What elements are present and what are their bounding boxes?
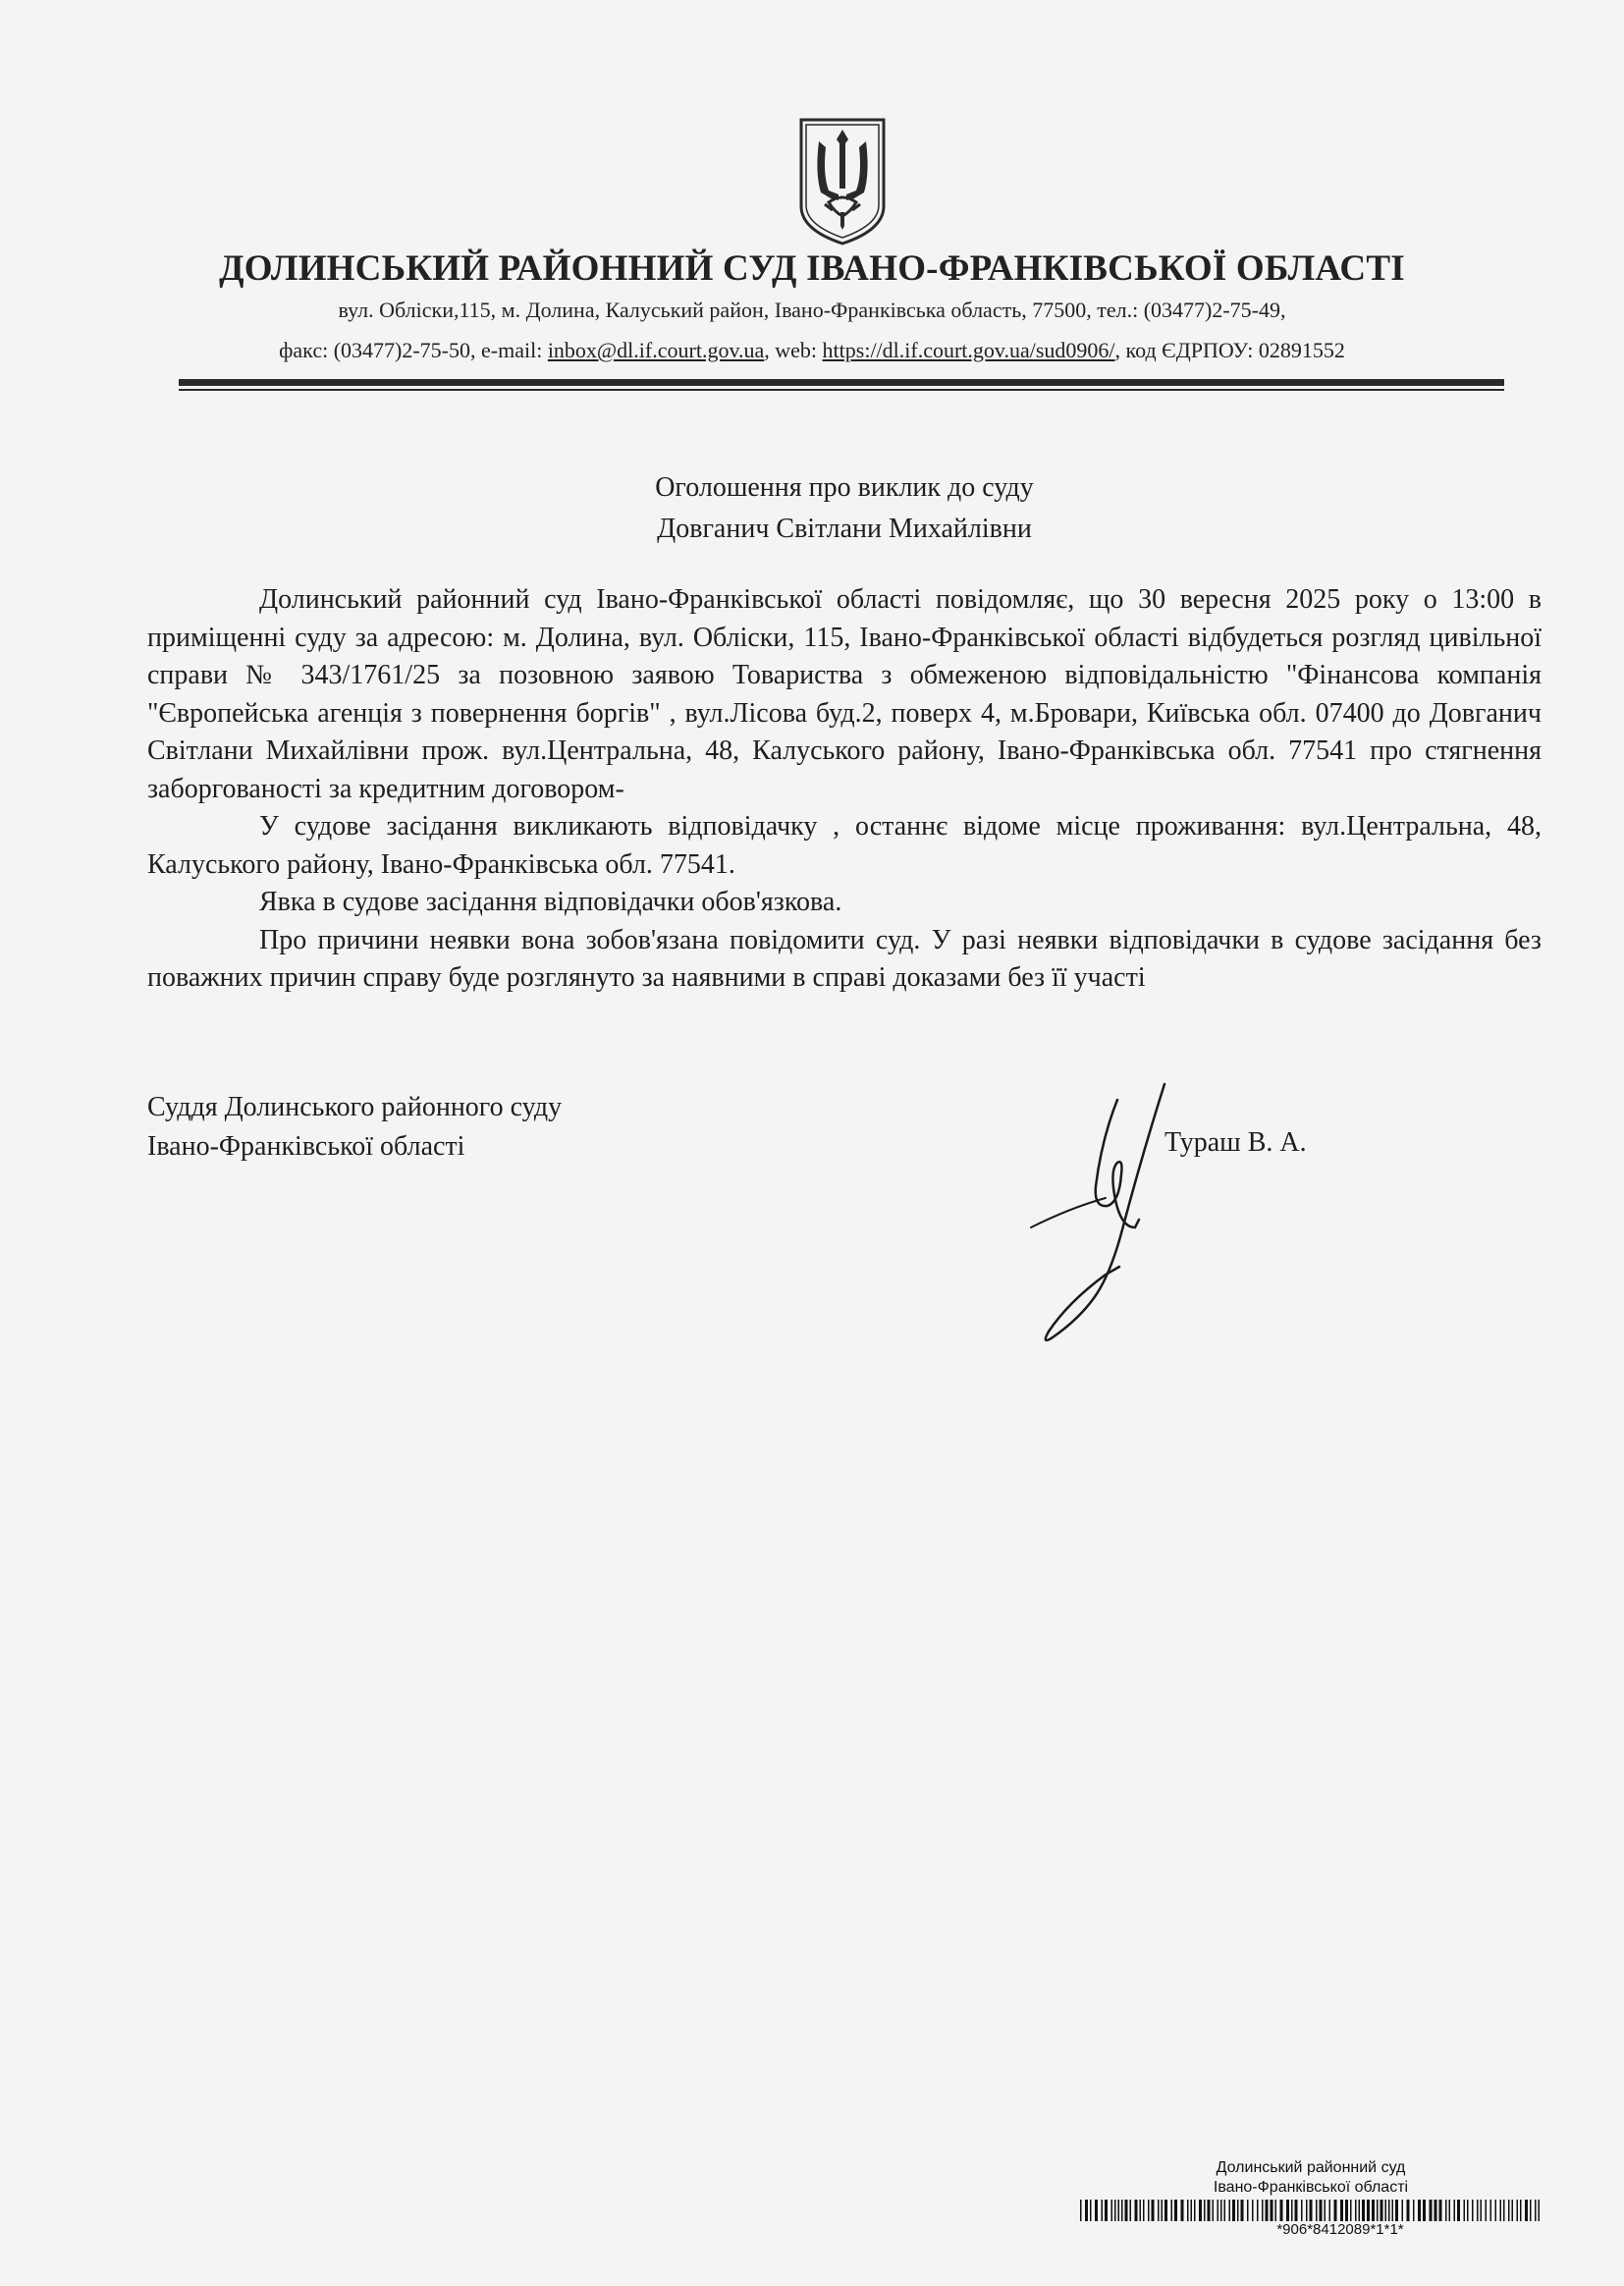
barcode-bar	[1218, 2200, 1219, 2221]
barcode-bar	[1423, 2200, 1426, 2221]
barcode-bar	[1539, 2200, 1541, 2221]
barcode-bar	[1114, 2200, 1116, 2221]
barcode-bar	[1362, 2200, 1365, 2221]
barcode-bar	[1105, 2200, 1108, 2221]
website-link[interactable]: https://dl.if.court.gov.ua/sud0906/	[822, 338, 1115, 362]
barcode-bar	[1090, 2200, 1092, 2221]
court-address: вул. Обліски,115, м. Долина, Калуський район, Івано-Франківська область, 77500, тел.: (03477)2-75-49,	[338, 298, 1286, 322]
barcode-bar	[1395, 2200, 1398, 2221]
barcode-bar	[1477, 2200, 1479, 2221]
barcode-bar	[1481, 2200, 1483, 2221]
coat-of-arms-icon	[795, 116, 890, 247]
barcode-bar	[1130, 2200, 1132, 2221]
barcode-bar	[1143, 2200, 1145, 2221]
barcode-bar	[1125, 2200, 1128, 2221]
barcode-bar	[1181, 2200, 1184, 2221]
barcode-bar	[1162, 2200, 1164, 2221]
barcode-bar	[1402, 2200, 1404, 2221]
barcode-bar	[1490, 2200, 1492, 2221]
barcode-bar	[1472, 2200, 1474, 2221]
barcode-bar	[1340, 2200, 1343, 2221]
court-contacts	[147, 338, 1477, 363]
barcode-bar	[1257, 2200, 1259, 2221]
barcode-bar	[1495, 2200, 1497, 2221]
barcode-bar	[1329, 2200, 1331, 2221]
barcode-bar	[1439, 2200, 1442, 2221]
barcode-bar	[1204, 2200, 1206, 2221]
notice-title	[147, 467, 1542, 550]
barcode-bar	[1241, 2200, 1244, 2221]
barcode-bar	[1486, 2200, 1488, 2221]
barcode-bar	[1174, 2200, 1177, 2221]
barcode-bar	[1280, 2200, 1283, 2221]
barcode-bar	[1262, 2200, 1264, 2221]
stamp-line2: Івано-Франківської області	[1213, 2179, 1409, 2196]
barcode-bar	[1275, 2200, 1277, 2221]
barcode-bar	[1095, 2200, 1098, 2221]
paragraph-hearing-details: Долинський районний суд Івано-Франківської області повідомляє, що 30 вересня 2025 року о 13:00 в приміщенні суду за адресою: м. Долина, вул. Обліски, 115, Івано-Франківської області відбудеться розгляд цивільної справи № 343/1761/25 за позовною заявою Товариства з обмеженою відповідальністю "Фінансова компанія "Європейська агенція з повернення боргів" , вул.Лісова буд.2, поверх 4, м.Бровари, Київська обл. 07400 до Довганич Світлани Михайлівни прож. вул.Центральна, 48, Калуського району, Івано-Франківська обл. 77541 про стягнення заборгованості за кредитним договором-	[147, 584, 1542, 804]
paragraph-absence: Про причини неявки вона зобов'язана повідомити суд. У разі неявки відповідачки в судове засідання без поважних причин справу буде розглянуто за наявними в справі доказами без її участі	[147, 924, 1542, 993]
barcode-bar	[1199, 2200, 1202, 2221]
barcode-bar	[1121, 2200, 1123, 2221]
barcode-bar	[1517, 2200, 1519, 2221]
barcode-bar	[1171, 2200, 1173, 2221]
court-name-heading: ДОЛИНСЬКИЙ РАЙОННИЙ СУД ІВАНО-ФРАНКІВСЬКОЇ ОБЛАСТІ	[219, 248, 1405, 289]
paragraph-attendance: Явка в судове засідання відповідачки обов'язкова.	[259, 887, 842, 917]
barcode-bar	[1102, 2200, 1104, 2221]
barcode-bar	[1500, 2200, 1502, 2221]
barcode-bar	[1291, 2200, 1293, 2221]
barcode-bar	[1271, 2200, 1273, 2221]
barcode-bar	[1334, 2200, 1337, 2221]
barcode-bar	[1392, 2200, 1394, 2221]
barcode-bar	[1520, 2200, 1522, 2221]
header-divider-thick	[179, 379, 1504, 386]
barcode-bar	[1503, 2200, 1505, 2221]
barcode-bar	[1430, 2200, 1433, 2221]
barcode-bar	[1445, 2200, 1447, 2221]
barcode-bar	[1187, 2200, 1189, 2221]
barcode-bar	[1388, 2200, 1390, 2221]
barcode-bar	[1508, 2200, 1510, 2221]
barcode-bar	[1345, 2200, 1348, 2221]
barcode-bar	[1224, 2200, 1226, 2221]
barcode-bar	[1454, 2200, 1456, 2221]
barcode-bar	[1310, 2200, 1313, 2221]
barcode-bar	[1380, 2200, 1383, 2221]
paragraph-summons: У судове засідання викликають відповідачку , останнє відоме місце проживання: вул.Центральна, 48, Калуського району, Івано-Франківська обл. 77541.	[147, 811, 1542, 880]
barcode-bar	[1229, 2200, 1231, 2221]
barcode-bar	[1377, 2200, 1379, 2221]
barcode-bar	[1140, 2200, 1142, 2221]
stamp-line1: Долинський районний суд	[1216, 2159, 1406, 2176]
barcode-bar	[1530, 2200, 1532, 2221]
barcode-bar	[1367, 2200, 1370, 2221]
email-link[interactable]: inbox@dl.if.court.gov.ua	[547, 338, 765, 362]
barcode-bar	[1220, 2200, 1222, 2221]
barcode-bar	[1325, 2200, 1326, 2221]
barcode-bar	[1355, 2200, 1357, 2221]
barcode-bar	[1266, 2200, 1269, 2221]
barcode-bar	[1158, 2200, 1160, 2221]
judge-title-line1: Суддя Долинського районного суду	[147, 1092, 563, 1122]
barcode-bar	[1213, 2200, 1215, 2221]
barcode-bar	[1194, 2200, 1196, 2221]
barcode-bar	[1413, 2200, 1415, 2221]
barcode-bar	[1148, 2200, 1150, 2221]
barcode-bar	[1295, 2200, 1298, 2221]
barcode-bar	[1467, 2200, 1469, 2221]
judge-title	[147, 1088, 562, 1167]
barcode-bar	[1457, 2200, 1460, 2221]
barcode-bar	[1135, 2200, 1138, 2221]
notice-body	[147, 581, 1542, 998]
header-divider-thin	[179, 389, 1504, 391]
judge-title-line2: Івано-Франківської області	[147, 1131, 465, 1162]
barcode-bar	[1435, 2200, 1437, 2221]
barcode-bar	[1316, 2200, 1318, 2221]
barcode-bar	[1111, 2200, 1113, 2221]
barcode-bar	[1286, 2200, 1289, 2221]
barcode-bar	[1208, 2200, 1211, 2221]
barcode-bar	[1512, 2200, 1514, 2221]
registry-stamp	[1080, 2158, 1542, 2239]
barcode-bar	[1385, 2200, 1387, 2221]
barcode-bar	[1252, 2200, 1254, 2221]
fax-label: факс: (03477)2-75-50, e-mail:	[279, 338, 548, 362]
barcode-bar	[1191, 2200, 1193, 2221]
handwritten-signature	[1011, 1080, 1208, 1355]
barcode	[1080, 2200, 1542, 2221]
barcode-bar	[1080, 2200, 1082, 2221]
barcode-bar	[1301, 2200, 1303, 2221]
barcode-bar	[1525, 2200, 1528, 2221]
barcode-bar	[1164, 2200, 1167, 2221]
barcode-bar	[1247, 2200, 1249, 2221]
barcode-bar	[1320, 2200, 1323, 2221]
barcode-bar	[1232, 2200, 1235, 2221]
barcode-bar	[1306, 2200, 1308, 2221]
notice-title-line1: Оголошення про виклик до суду	[655, 472, 1034, 503]
barcode-bar	[1152, 2200, 1155, 2221]
barcode-number: *906*8412089*1*1*	[1276, 2221, 1404, 2238]
barcode-bar	[1085, 2200, 1088, 2221]
judge-name: Тураш В. А.	[1164, 1127, 1307, 1158]
barcode-bar	[1418, 2200, 1421, 2221]
barcode-bar	[1118, 2200, 1120, 2221]
barcode-bar	[1237, 2200, 1239, 2221]
barcode-bar	[1407, 2200, 1410, 2221]
barcode-bar	[1449, 2200, 1451, 2221]
web-label: , web:	[764, 338, 823, 362]
barcode-bar	[1350, 2200, 1352, 2221]
edrpou-code: , код ЄДРПОУ: 02891552	[1114, 338, 1345, 362]
barcode-bar	[1535, 2200, 1537, 2221]
barcode-bar	[1372, 2200, 1375, 2221]
notice-title-line2: Довганич Світлани Михайлівни	[657, 514, 1032, 544]
barcode-bar	[1464, 2200, 1466, 2221]
barcode-bar	[1359, 2200, 1361, 2221]
